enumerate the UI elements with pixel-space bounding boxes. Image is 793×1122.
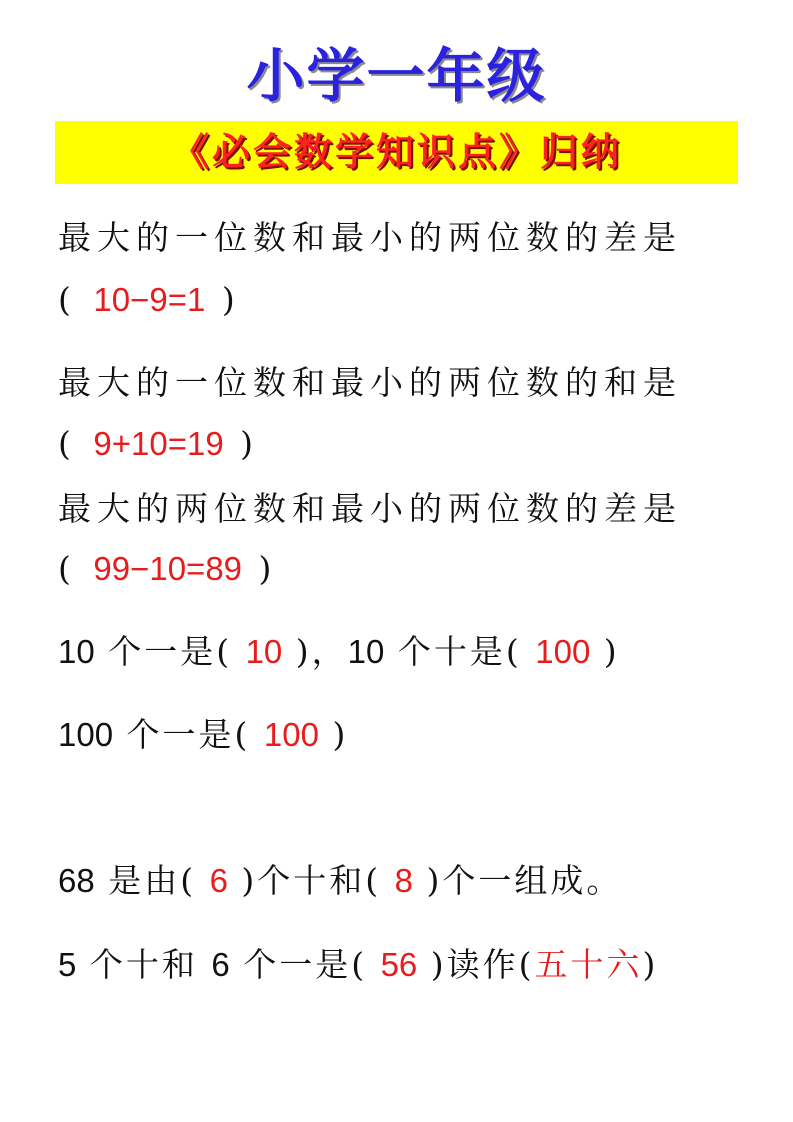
close-paren: ) bbox=[223, 424, 260, 463]
number: 6 bbox=[211, 946, 230, 983]
text: ) bbox=[590, 632, 620, 671]
question-3-answer-line bbox=[58, 546, 277, 592]
text: )读作( bbox=[417, 945, 535, 984]
text: 个一是( bbox=[113, 715, 264, 754]
question-2-answer-line bbox=[58, 421, 259, 467]
number: 5 bbox=[58, 946, 77, 983]
answer-1: 10−9=1 bbox=[93, 281, 206, 318]
question-6-line bbox=[58, 858, 622, 904]
open-paren: ( bbox=[58, 549, 94, 588]
close-paren: ) bbox=[205, 280, 241, 319]
number: 100 bbox=[58, 716, 114, 753]
text: )个十和( bbox=[227, 861, 395, 900]
text: )， bbox=[282, 632, 348, 671]
text: )个一组成。 bbox=[413, 861, 623, 900]
page-title: 小学一年级 bbox=[246, 42, 547, 110]
number: 10 bbox=[347, 633, 385, 670]
question-2-text: 最大的一位数和最小的两位数的和是 bbox=[58, 363, 682, 402]
answer-5: 100 bbox=[263, 716, 319, 753]
number: 10 bbox=[58, 633, 95, 670]
question-3-text: 最大的两位数和最小的两位数的差是 bbox=[58, 489, 682, 528]
text: 个十是( bbox=[384, 632, 536, 671]
open-paren: ( bbox=[58, 280, 94, 319]
text: ) bbox=[318, 715, 349, 754]
answer-2: 9+10=19 bbox=[93, 425, 224, 462]
subtitle-banner: 《必会数学知识点》归纳 bbox=[55, 121, 738, 184]
close-paren: ) bbox=[242, 549, 278, 588]
text: 个十和 bbox=[76, 945, 212, 984]
answer-6b: 8 bbox=[394, 862, 414, 899]
answer-3: 99−10=89 bbox=[93, 550, 243, 587]
answer-6a: 6 bbox=[209, 862, 228, 899]
question-4-line bbox=[58, 629, 620, 675]
answer-7b: 五十六 bbox=[534, 945, 643, 984]
question-1-answer-line bbox=[58, 277, 241, 323]
answer-4b: 100 bbox=[535, 633, 591, 670]
open-paren: ( bbox=[58, 424, 94, 463]
text: 个一是( bbox=[229, 945, 381, 984]
text: 是由( bbox=[94, 861, 210, 900]
question-5-line bbox=[58, 712, 348, 758]
question-7-line bbox=[58, 942, 658, 988]
answer-7a: 56 bbox=[380, 946, 418, 983]
question-1-text: 最大的一位数和最小的两位数的差是 bbox=[58, 218, 682, 257]
number: 68 bbox=[58, 862, 95, 899]
text: ) bbox=[642, 945, 659, 984]
answer-4a: 10 bbox=[245, 633, 283, 670]
text: 个一是( bbox=[94, 632, 246, 671]
